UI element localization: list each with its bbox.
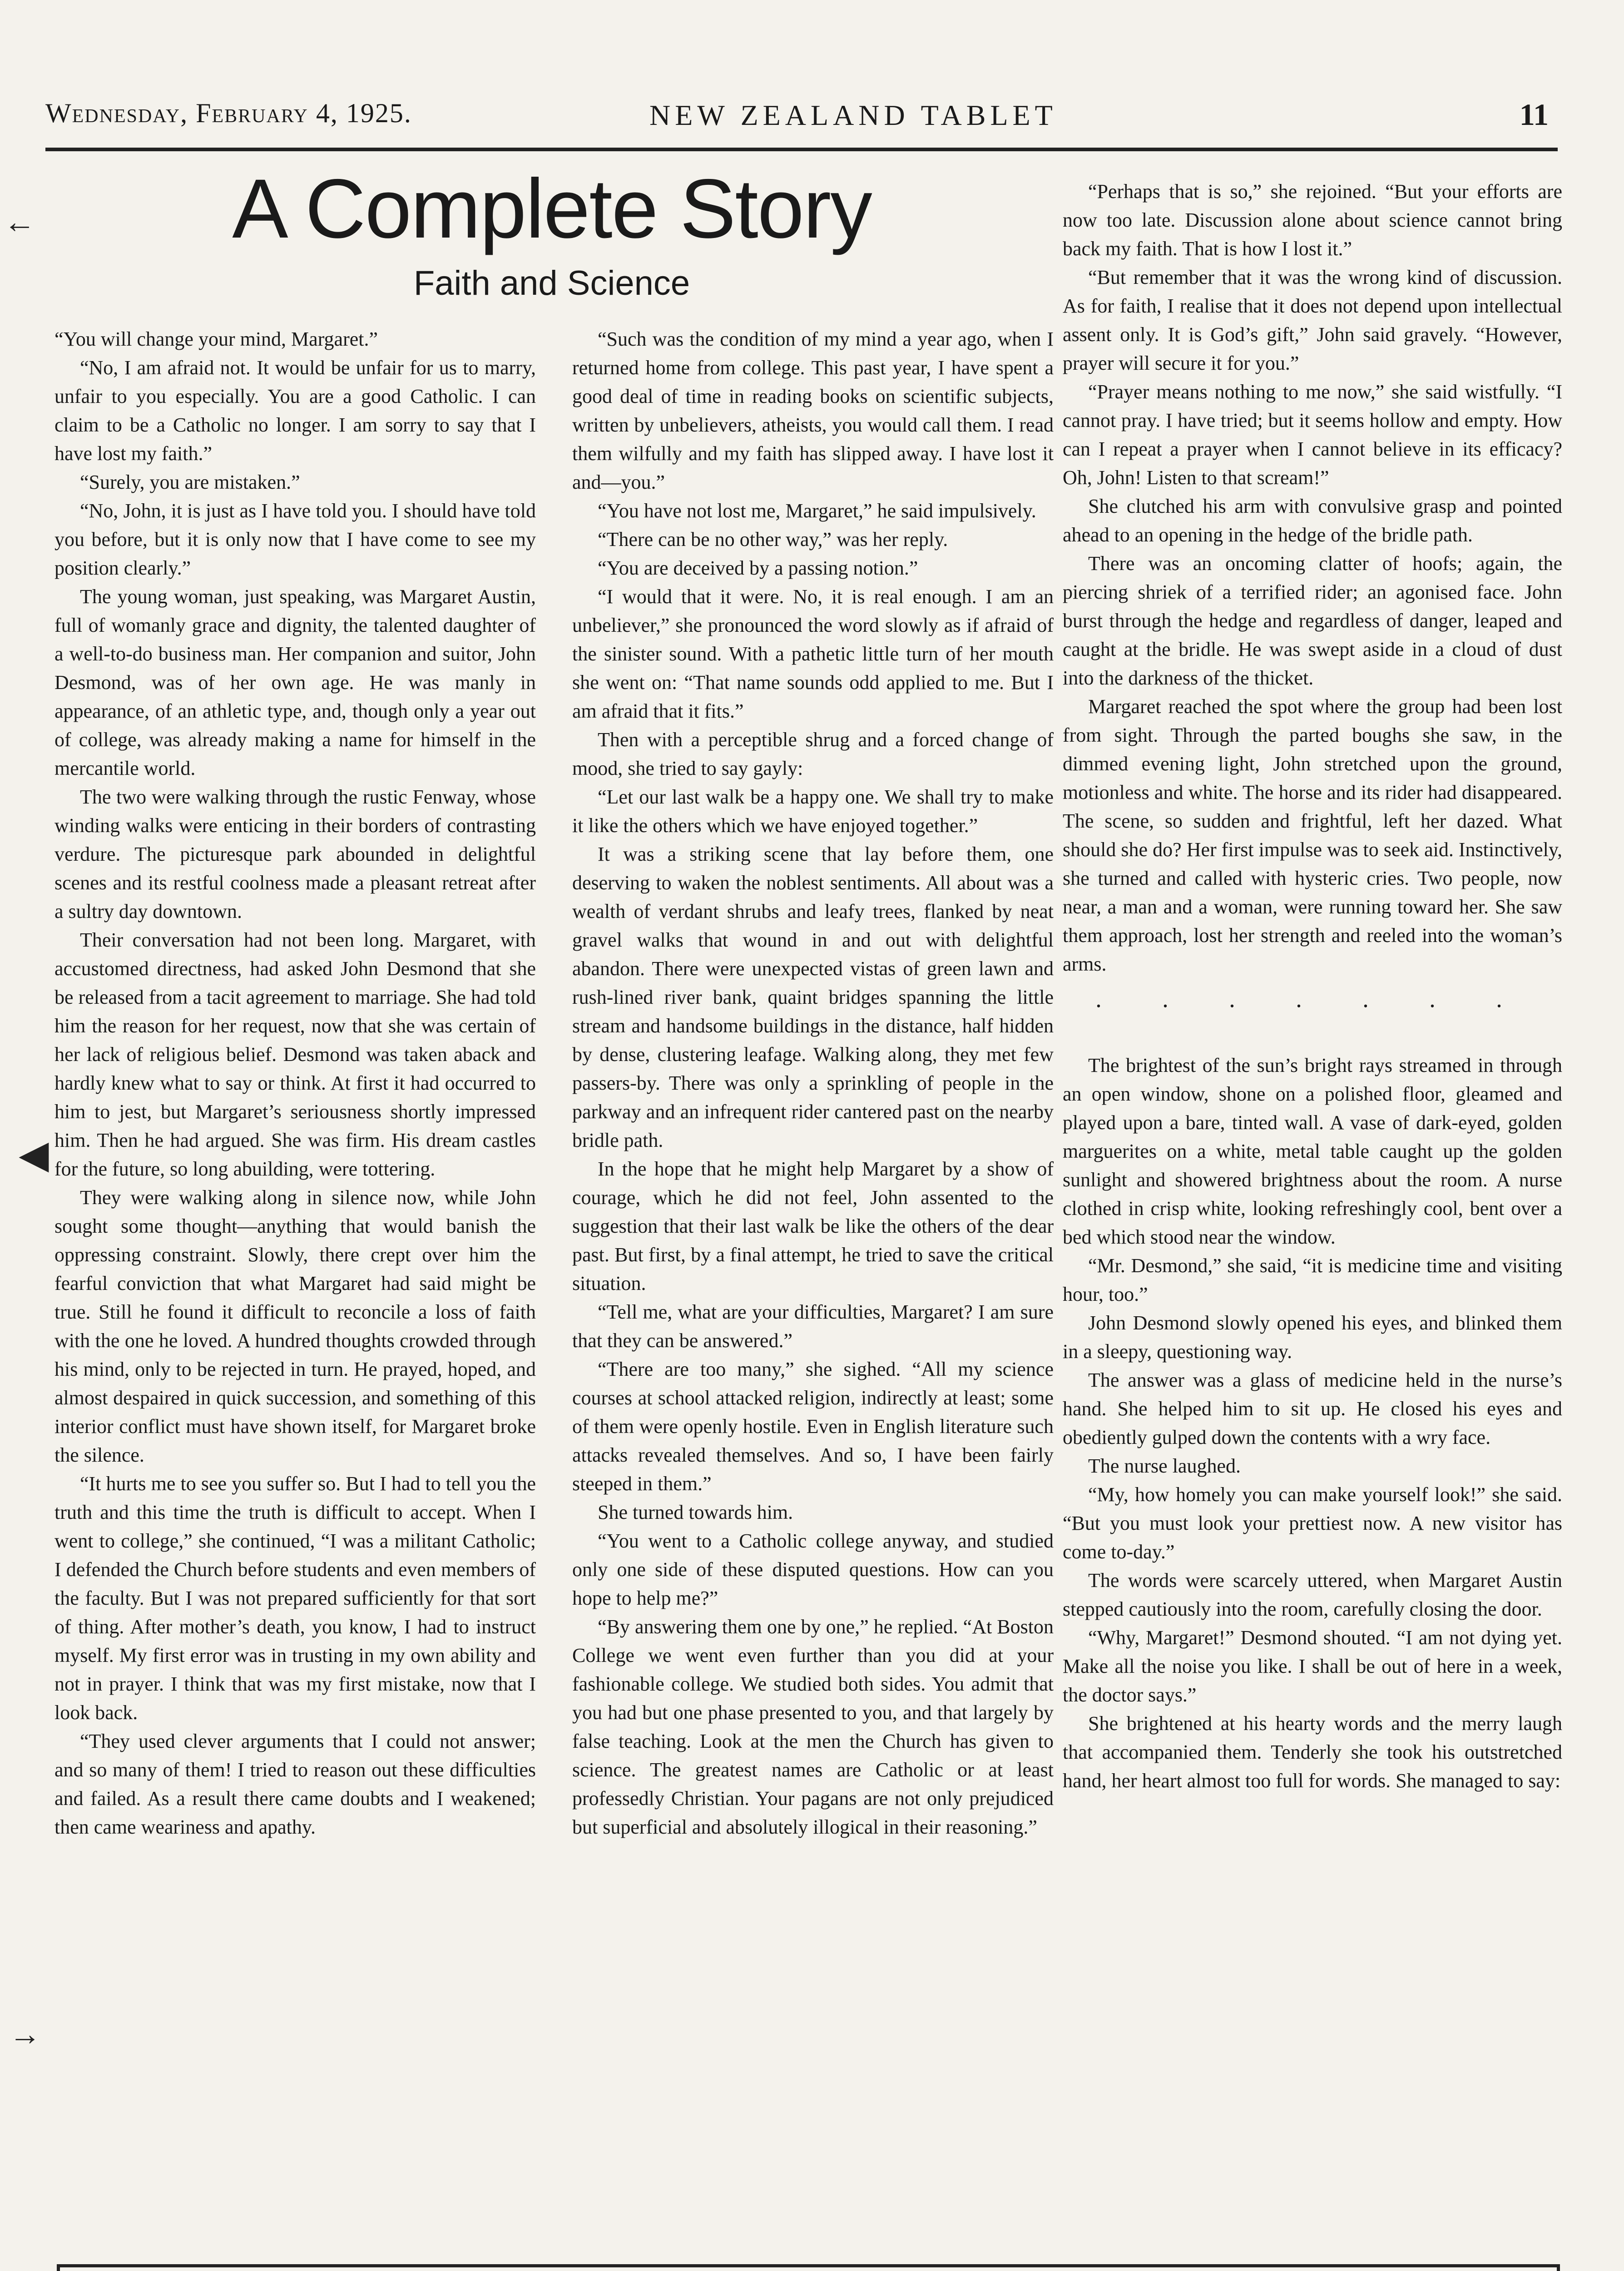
paragraph: It was a striking scene that lay before them, one deserving to waken the noblest sentiments. All about was a wealth of verdant shrubs and leafy trees, flanked by neat gravel walks that wound in and out with delightful abandon. There were unexpected vistas of green lawn and rush-lined river bank, quaint bridges spanning the little stream and handsome buildings in the distance, half hidden by dense, clustering leafage. Walking along, they met few passers-by. There was only a sprinkling of people in the parkway and an infrequent rider cantered past on the nearby bridle path. [572,843,1054,1151]
paragraph: John Desmond slowly opened his eyes, and blinked them in a sleepy, questioning way. [1063,1312,1562,1363]
paragraph: “I would that it were. No, it is real enough. I am an unbeliever,” she pronounced the word slowly as if afraid of the sinister sound. With a pathetic little turn of her mouth she went on: “That name sounds odd applied to me. But I am afraid that it fits.” [572,585,1054,722]
section-break: . . . . . . . [1095,985,1530,1012]
paragraph: “You went to a Catholic college anyway, and studied only one side of these disputed questions. How can you hope to help me?” [572,1530,1054,1609]
text-column-2 [572,325,1054,2241]
paragraph: The brightest of the sun’s bright rays streamed in through an open window, shone on a polished floor, gleamed and played upon a bare, tinted wall. A vase of dark-eyed, golden marguerites on a white, metal table caught up the golden sunlight and showered brightness about the room. A nurse clothed in crisp white, looking refreshingly cool, bent over a bed which stood near the window. [1063,1054,1562,1248]
paragraph: “Let our last walk be a happy one. We shall try to make it like the others which we have enjoyed together.” [572,786,1054,837]
paragraph: The two were walking through the rustic Fenway, whose winding walks were enticing in their borders of contrasting verdure. The picturesque park abounded in delightful scenes and its restful coolness made a pleasant retreat after a sultry day downtown. [54,786,536,922]
story-title: A Complete Story [232,162,871,256]
page-header [45,93,1558,151]
paragraph: She clutched his arm with convulsive grasp and pointed ahead to an opening in the hedge of the bridle path. [1063,495,1562,546]
paragraph: “They used clever arguments that I could not answer; and so many of them! I tried to reason out these difficulties and failed. As a result there came doubts and I weakened; then came weariness and apathy. [54,1730,536,1838]
paragraph: There was an oncoming clatter of hoofs; again, the piercing shriek of a terrified rider; an agonised face. John burst through the hedge and regardless of danger, leaped and caught at the bridle. He was swept aside in a cloud of dust into the darkness of the thicket. [1063,552,1562,689]
paragraph: She turned towards him. [598,1501,793,1523]
text-column-1 [54,325,536,2241]
paragraph: “Perhaps that is so,” she rejoined. “But your efforts are now too late. Discussion alone about science cannot bring back my faith. That is how I lost it.” [1063,180,1562,260]
margin-arrow-mark-2: → [9,2017,41,2052]
paragraph: “No, I am afraid not. It would be unfair for us to marry, unfair to you especially. You are a good Catholic. I can claim to be a Catholic no longer. I am sorry to say that I have lost my faith.” [54,357,536,465]
story-subtitle: Faith and Science [413,264,690,302]
paragraph: “Surely, you are mistaken.” [80,471,300,493]
tailor-advertisement [57,2264,1560,2271]
paragraph: Then with a perceptible shrug and a forced change of mood, she tried to say gayly: [572,729,1054,779]
paragraph: “Tell me, what are your difficulties, Margaret? I am sure that they can be answered.” [572,1301,1054,1352]
paragraph: Margaret reached the spot where the group had been lost from sight. Through the parted boughs she saw, in the dimmed evening light, John stretched upon the ground, motionless and white. The horse and its rider had disappeared. The scene, so sudden and frightful, left her dazed. What should she do? Her first impulse was to seek aid. Instinctively, she turned and called with hysteric cries. Two people, now near, a man and a woman, were running toward her. She saw them approach, lost her strength and reeled into the woman’s arms. [1063,695,1562,975]
story-heading [59,159,1045,332]
paragraph: They were walking along in silence now, while John sought some thought—anything that would banish the oppressing constraint. Slowly, there crept over him the fearful conviction that what Margaret had said might be true. Still he found it difficult to reconcile a loss of faith with the one he loved. A hundred thoughts crowded through his mind, only to be rejected in turn. He prayed, hoped, and almost despaired in quick succession, and something of this interior conflict must have shown itself, for Margaret broke the silence. [54,1186,536,1466]
paragraph: “You are deceived by a passing notion.” [598,557,918,579]
paragraph: In the hope that he might help Margaret by a show of courage, which he did not feel, John assented to the suggestion that their last walk be like the others of the dear past. But first, by a final attempt, he tried to save the critical situation. [572,1158,1054,1294]
paragraph: “You will change your mind, Margaret.” [54,328,378,350]
paragraph: The nurse laughed. [1088,1455,1241,1477]
margin-arrow-mark: ← [4,205,35,240]
paragraph: “Mr. Desmond,” she said, “it is medicine time and visiting hour, too.” [1063,1255,1562,1305]
paragraph: “But remember that it was the wrong kind of discussion. As for faith, I realise that it does not depend upon intellectual assent only. It is God’s gift,” John said gravely. “However, prayer will secure it for you.” [1063,266,1562,374]
page-number: 11 [1519,97,1549,132]
margin-pointer-mark: ◄ [9,1127,59,1183]
publication-name: NEW ZEALAND TABLET [649,99,1057,131]
text-column-3 [1063,177,1562,2244]
paragraph: She brightened at his hearty words and the merry laugh that accompanied them. Tenderly she took his outstretched hand, her heart almost too full for words. She managed to say: [1063,1712,1562,1792]
paragraph: “You have not lost me, Margaret,” he said impulsively. [598,500,1036,522]
paragraph: “There can be no other way,” was her reply. [598,528,948,550]
paragraph: “It hurts me to see you suffer so. But I had to tell you the truth and this time the truth is difficult to accept. When I went to college,” she continued, “I was a militant Catholic; I defended the Church before students and even members of the faculty. But I was not prepared sufficiently for that sort of thing. After mother’s death, you know, I had to instruct myself. My first error was in trusting in my own ability and not in prayer. I think that was my first mistake, now that I look back. [54,1473,536,1724]
paragraph: The young woman, just speaking, was Margaret Austin, full of womanly grace and dignity, the talented daughter of a well-to-do business man. Her companion and suitor, John Desmond, was of her own age. He was manly in appearance, of an athletic type, and, though only a year out of college, was already making a name for himself in the mercantile world. [54,585,536,779]
paragraph: “Such was the condition of my mind a year ago, when I returned home from college. This past year, I have spent a good deal of time in reading books on scientific subjects, written by unbelievers, atheists, you would call them. I read them wilfully and my faith has slipped away. I have lost it and—you.” [572,328,1054,493]
paragraph: “No, John, it is just as I have told you. I should have told you before, but it is only now that I have come to see my position clearly.” [54,500,536,579]
paragraph: “By answering them one by one,” he replied. “At Boston College we went even further than you did at your fashionable college. We studied both sides. You admit that you had but one phase presented to you, and that largely by false teaching. Look at the men the Church has given to science. The greatest names are Catholic or at least professedly Christian. Your pagans are not only prejudiced but superficial and absolutely illogical in their reasoning.” [572,1616,1054,1838]
paragraph: “Why, Margaret!” Desmond shouted. “I am not dying yet. Make all the noise you like. I shall be out of here in a week, the doctor says.” [1063,1626,1562,1706]
paragraph: “Prayer means nothing to me now,” she said wistfully. “I cannot pray. I have tried; but it seems hollow and empty. How can I repeat a prayer when I cannot believe in its efficacy? Oh, John! Listen to that scream!” [1063,381,1562,489]
paragraph: The answer was a glass of medicine held in the nurse’s hand. She helped him to sit up. He closed his eyes and obediently gulped down the contents with a wry face. [1063,1369,1562,1448]
paragraph: Their conversation had not been long. Margaret, with accustomed directness, had asked John Desmond that she be released from a tacit agreement to marriage. She had told him the reason for her request, now that she was certain of her lack of religious belief. Desmond was taken aback and hardly knew what to say or think. At first it had occurred to him to jest, but Margaret’s seriousness shortly impressed him. Then he had argued. She was firm. His dream castles for the future, so long abuilding, were tottering. [54,929,536,1180]
paragraph: “There are too many,” she sighed. “All my science courses at school attacked religion, indirectly at least; some of them were openly hostile. Even in English literature such attacks revealed themselves. And so, I have been fairly steeped in them.” [572,1358,1054,1495]
issue-date: Wednesday, February 4, 1925. [45,98,412,128]
paragraph: “My, how homely you can make yourself look!” she said. “But you must look your prettiest now. A new visitor has come to-day.” [1063,1483,1562,1563]
paragraph: The words were scarcely uttered, when Margaret Austin stepped cautiously into the room, carefully closing the door. [1063,1569,1562,1620]
